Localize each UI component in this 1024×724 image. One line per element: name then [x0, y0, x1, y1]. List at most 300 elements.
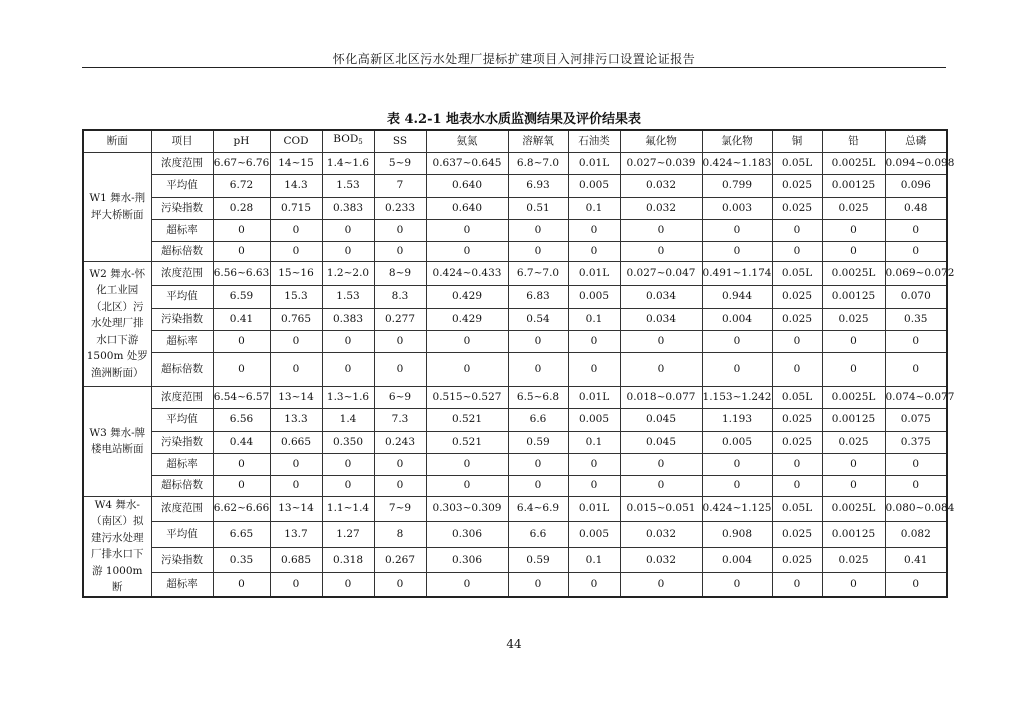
value-cell: 0 — [426, 352, 508, 386]
value-cell: 0.01L — [568, 386, 620, 408]
value-cell: 0.515~0.527 — [426, 386, 508, 408]
value-cell: 0 — [270, 475, 322, 496]
value-cell: 0 — [885, 453, 947, 475]
value-cell: 0.005 — [568, 522, 620, 548]
column-header — [508, 130, 568, 152]
value-cell: 1.153~1.242 — [702, 386, 772, 408]
column-header — [83, 130, 151, 152]
table-row — [83, 496, 947, 522]
value-cell: 7~9 — [374, 496, 426, 522]
value-cell: 0 — [426, 241, 508, 261]
column-header-label: 溶解氧 — [522, 134, 554, 147]
value-cell: 0.765 — [270, 308, 322, 330]
value-cell: 6.72 — [213, 174, 270, 197]
value-cell: 0 — [702, 475, 772, 496]
value-cell: 0 — [702, 241, 772, 261]
value-cell: 0.005 — [568, 408, 620, 431]
value-cell: 0.0025L — [822, 152, 885, 174]
value-cell: 8 — [374, 522, 426, 548]
value-cell: 0.521 — [426, 408, 508, 431]
value-cell: 0 — [568, 219, 620, 241]
value-cell: 0 — [213, 330, 270, 352]
table-row — [83, 386, 947, 408]
value-cell: 0.082 — [885, 522, 947, 548]
value-cell: 0 — [374, 573, 426, 597]
value-cell: 0.429 — [426, 285, 508, 308]
value-cell: 6.56 — [213, 408, 270, 431]
value-cell: 0.05L — [772, 152, 822, 174]
column-header-label: pH — [233, 134, 250, 147]
value-cell: 0.375 — [885, 431, 947, 453]
item-cell: 超标倍数 — [151, 475, 213, 496]
table-row — [83, 431, 947, 453]
value-cell: 0.025 — [772, 522, 822, 548]
value-cell: 0 — [322, 475, 374, 496]
table-row — [83, 522, 947, 548]
value-cell: 0.0025L — [822, 386, 885, 408]
value-cell: 0 — [885, 352, 947, 386]
value-cell: 0.005 — [568, 285, 620, 308]
value-cell: 0.025 — [772, 285, 822, 308]
table-row — [83, 261, 947, 285]
value-cell: 0.41 — [885, 548, 947, 573]
value-cell: 0 — [508, 219, 568, 241]
value-cell: 0 — [885, 219, 947, 241]
value-cell: 0 — [508, 573, 568, 597]
value-cell: 6.54~6.57 — [213, 386, 270, 408]
column-header — [568, 130, 620, 152]
value-cell: 0.233 — [374, 197, 426, 219]
value-cell: 0 — [702, 352, 772, 386]
value-cell: 0.1 — [568, 548, 620, 573]
value-cell: 0 — [322, 352, 374, 386]
item-cell: 超标率 — [151, 453, 213, 475]
value-cell: 0 — [213, 352, 270, 386]
value-cell: 0.032 — [620, 548, 702, 573]
value-cell: 0.003 — [702, 197, 772, 219]
value-cell: 0 — [213, 475, 270, 496]
value-cell: 0.05L — [772, 261, 822, 285]
value-cell: 0.799 — [702, 174, 772, 197]
value-cell: 7 — [374, 174, 426, 197]
value-cell: 1.3~1.6 — [322, 386, 374, 408]
value-cell: 0.01L — [568, 152, 620, 174]
value-cell: 0.306 — [426, 522, 508, 548]
column-header-label: 断面 — [106, 134, 128, 147]
value-cell: 0 — [772, 573, 822, 597]
value-cell: 0 — [822, 241, 885, 261]
value-cell: 0 — [702, 573, 772, 597]
item-cell: 超标倍数 — [151, 241, 213, 261]
value-cell: 0.00125 — [822, 522, 885, 548]
value-cell: 0.004 — [702, 308, 772, 330]
value-cell: 0 — [620, 330, 702, 352]
table-row — [83, 174, 947, 197]
value-cell: 0 — [426, 453, 508, 475]
value-cell: 0 — [270, 219, 322, 241]
item-cell: 平均值 — [151, 285, 213, 308]
header-row — [83, 130, 947, 152]
value-cell: 0 — [508, 453, 568, 475]
table-row — [83, 285, 947, 308]
value-cell: 0.004 — [702, 548, 772, 573]
value-cell: 0 — [270, 352, 322, 386]
value-cell: 0 — [374, 241, 426, 261]
item-cell: 平均值 — [151, 174, 213, 197]
column-header — [213, 130, 270, 152]
value-cell: 0.715 — [270, 197, 322, 219]
value-cell: 0 — [374, 330, 426, 352]
value-cell: 0.025 — [772, 174, 822, 197]
value-cell: 1.1~1.4 — [322, 496, 374, 522]
value-cell: 0.1 — [568, 197, 620, 219]
value-cell: 0.025 — [772, 431, 822, 453]
value-cell: 0 — [822, 352, 885, 386]
value-cell: 0.41 — [213, 308, 270, 330]
table-row — [83, 453, 947, 475]
value-cell: 14.3 — [270, 174, 322, 197]
value-cell: 0.59 — [508, 548, 568, 573]
column-header — [426, 130, 508, 152]
value-cell: 13~14 — [270, 386, 322, 408]
value-cell: 0.318 — [322, 548, 374, 573]
value-cell: 0.1 — [568, 431, 620, 453]
column-header-label: 铜 — [791, 134, 803, 147]
value-cell: 0 — [620, 453, 702, 475]
value-cell: 0 — [426, 475, 508, 496]
table-head — [83, 130, 947, 152]
item-cell: 超标倍数 — [151, 352, 213, 386]
header-rule — [82, 67, 946, 68]
value-cell: 0 — [772, 219, 822, 241]
value-cell: 0.243 — [374, 431, 426, 453]
table-row — [83, 308, 947, 330]
value-cell: 6~9 — [374, 386, 426, 408]
column-header-label: 铅 — [848, 134, 859, 147]
value-cell: 0 — [508, 330, 568, 352]
value-cell: 0 — [822, 573, 885, 597]
column-header-label: 项目 — [171, 134, 193, 147]
value-cell: 6.8~7.0 — [508, 152, 568, 174]
column-header-label: SS — [392, 134, 408, 147]
value-cell: 0 — [374, 219, 426, 241]
value-cell: 0 — [322, 573, 374, 597]
value-cell: 0 — [822, 453, 885, 475]
value-cell: 0.01L — [568, 496, 620, 522]
value-cell: 0.429 — [426, 308, 508, 330]
value-cell: 0.54 — [508, 308, 568, 330]
table-body — [83, 152, 955, 597]
value-cell: 0.025 — [822, 308, 885, 330]
item-cell: 污染指数 — [151, 308, 213, 330]
value-cell: 0.05L — [772, 386, 822, 408]
value-cell: 13~14 — [270, 496, 322, 522]
item-cell: 平均值 — [151, 408, 213, 431]
column-header-label: BOD — [333, 133, 359, 146]
value-cell: 0 — [568, 241, 620, 261]
table-row — [83, 152, 947, 174]
table-row — [83, 573, 947, 597]
value-cell: 0.070 — [885, 285, 947, 308]
value-cell: 0.025 — [822, 548, 885, 573]
value-cell: 0 — [568, 453, 620, 475]
value-cell: 0.00125 — [822, 174, 885, 197]
value-cell: 0 — [885, 475, 947, 496]
value-cell: 0.35 — [885, 308, 947, 330]
value-cell: 0 — [620, 475, 702, 496]
value-cell: 0.424~1.183 — [702, 152, 772, 174]
site-cell: W3 舞水-牌楼电站断面 — [83, 386, 151, 496]
table-row — [83, 219, 947, 241]
column-header-label: COD — [283, 134, 309, 147]
value-cell: 1.2~2.0 — [322, 261, 374, 285]
value-cell: 0.027~0.047 — [620, 261, 702, 285]
value-cell: 0.424~0.433 — [426, 261, 508, 285]
value-cell: 0 — [322, 241, 374, 261]
value-cell: 6.4~6.9 — [508, 496, 568, 522]
value-cell: 0.944 — [702, 285, 772, 308]
value-cell: 0.032 — [620, 522, 702, 548]
value-cell: 0.025 — [822, 431, 885, 453]
value-cell: 0 — [213, 453, 270, 475]
item-cell: 超标率 — [151, 573, 213, 597]
value-cell: 0.28 — [213, 197, 270, 219]
value-cell: 0.637~0.645 — [426, 152, 508, 174]
item-cell: 浓度范围 — [151, 261, 213, 285]
site-cell: W4 舞水-（南区）拟建污水处理厂排水口下游 1000m 断 — [83, 496, 151, 597]
value-cell: 0 — [270, 330, 322, 352]
value-cell: 6.6 — [508, 522, 568, 548]
value-cell: 0 — [620, 352, 702, 386]
column-header — [885, 130, 947, 152]
value-cell: 13.3 — [270, 408, 322, 431]
value-cell: 0.640 — [426, 174, 508, 197]
value-cell: 6.65 — [213, 522, 270, 548]
value-cell: 0.074~0.077 — [885, 386, 947, 408]
value-cell: 0 — [426, 573, 508, 597]
value-cell: 0.027~0.039 — [620, 152, 702, 174]
value-cell: 8.3 — [374, 285, 426, 308]
value-cell: 0 — [772, 475, 822, 496]
value-cell: 0.51 — [508, 197, 568, 219]
value-cell: 0 — [702, 219, 772, 241]
value-cell: 0 — [508, 352, 568, 386]
value-cell: 0.640 — [426, 197, 508, 219]
value-cell: 0 — [620, 241, 702, 261]
value-cell: 1.27 — [322, 522, 374, 548]
value-cell: 0.59 — [508, 431, 568, 453]
value-cell: 8~9 — [374, 261, 426, 285]
value-cell: 0 — [772, 352, 822, 386]
value-cell: 0.025 — [772, 548, 822, 573]
value-cell: 6.67~6.76 — [213, 152, 270, 174]
value-cell: 0.032 — [620, 197, 702, 219]
value-cell: 6.93 — [508, 174, 568, 197]
column-header — [822, 130, 885, 152]
value-cell: 0.35 — [213, 548, 270, 573]
column-header — [620, 130, 702, 152]
value-cell: 1.4~1.6 — [322, 152, 374, 174]
table-row — [83, 408, 947, 431]
value-cell: 15~16 — [270, 261, 322, 285]
value-cell: 6.59 — [213, 285, 270, 308]
column-header — [374, 130, 426, 152]
value-cell: 1.53 — [322, 174, 374, 197]
value-cell: 0 — [322, 219, 374, 241]
column-header-label: 总磷 — [905, 134, 927, 147]
value-cell: 15.3 — [270, 285, 322, 308]
value-cell: 6.7~7.0 — [508, 261, 568, 285]
value-cell: 0 — [508, 241, 568, 261]
value-cell: 0.424~1.125 — [702, 496, 772, 522]
value-cell: 1.193 — [702, 408, 772, 431]
value-cell: 0.075 — [885, 408, 947, 431]
value-cell: 0 — [568, 573, 620, 597]
table-row — [83, 475, 947, 496]
value-cell: 0.908 — [702, 522, 772, 548]
value-cell: 0 — [772, 241, 822, 261]
value-cell: 6.56~6.63 — [213, 261, 270, 285]
value-cell: 0 — [426, 330, 508, 352]
value-cell: 0 — [620, 573, 702, 597]
value-cell: 0 — [568, 475, 620, 496]
value-cell: 0 — [568, 330, 620, 352]
value-cell: 0.00125 — [822, 285, 885, 308]
value-cell: 0 — [822, 330, 885, 352]
table-row — [83, 330, 947, 352]
column-header — [322, 130, 374, 152]
value-cell: 5~9 — [374, 152, 426, 174]
value-cell: 0 — [885, 241, 947, 261]
value-cell: 0 — [702, 453, 772, 475]
page-header: 怀化高新区北区污水处理厂提标扩建项目入河排污口设置论证报告 — [332, 52, 696, 66]
value-cell: 0 — [213, 241, 270, 261]
value-cell: 0 — [213, 573, 270, 597]
column-header-label: 石油类 — [578, 134, 610, 147]
value-cell: 0 — [322, 453, 374, 475]
value-cell: 0.025 — [772, 308, 822, 330]
table-title: 表 4.2-1 地表水水质监测结果及评价结果表 — [386, 112, 642, 127]
table-row — [83, 548, 947, 573]
bod-subscript: 5 — [358, 138, 363, 147]
value-cell: 0 — [213, 219, 270, 241]
item-cell: 超标率 — [151, 219, 213, 241]
item-cell: 平均值 — [151, 522, 213, 548]
value-cell: 0.491~1.174 — [702, 261, 772, 285]
site-cell: W1 舞水-荆坪大桥断面 — [83, 152, 151, 261]
value-cell: 0.025 — [822, 197, 885, 219]
value-cell: 14~15 — [270, 152, 322, 174]
value-cell: 0 — [885, 573, 947, 597]
value-cell: 0.521 — [426, 431, 508, 453]
value-cell: 0.069~0.072 — [885, 261, 947, 285]
value-cell: 0.383 — [322, 197, 374, 219]
item-cell: 浓度范围 — [151, 386, 213, 408]
value-cell: 0 — [270, 241, 322, 261]
value-cell: 1.4 — [322, 408, 374, 431]
value-cell: 6.6 — [508, 408, 568, 431]
item-cell: 超标率 — [151, 330, 213, 352]
value-cell: 7.3 — [374, 408, 426, 431]
value-cell: 0.0025L — [822, 261, 885, 285]
value-cell: 0.0025L — [822, 496, 885, 522]
value-cell: 0.005 — [702, 431, 772, 453]
value-cell: 0.306 — [426, 548, 508, 573]
column-header-label: 氨氮 — [456, 134, 478, 147]
column-header-label: 氯化物 — [721, 134, 753, 147]
value-cell: 0.015~0.051 — [620, 496, 702, 522]
value-cell: 6.83 — [508, 285, 568, 308]
value-cell: 0.034 — [620, 308, 702, 330]
value-cell: 0.383 — [322, 308, 374, 330]
value-cell: 0.665 — [270, 431, 322, 453]
table-row — [83, 197, 947, 219]
page-number: 44 — [506, 637, 522, 651]
item-cell: 污染指数 — [151, 431, 213, 453]
value-cell: 0.045 — [620, 431, 702, 453]
value-cell: 0.277 — [374, 308, 426, 330]
value-cell: 0 — [270, 453, 322, 475]
item-cell: 浓度范围 — [151, 152, 213, 174]
value-cell: 0.034 — [620, 285, 702, 308]
value-cell: 0 — [772, 330, 822, 352]
value-cell: 0 — [374, 453, 426, 475]
value-cell: 0.032 — [620, 174, 702, 197]
value-cell: 6.5~6.8 — [508, 386, 568, 408]
value-cell: 0.1 — [568, 308, 620, 330]
value-cell: 0.01L — [568, 261, 620, 285]
value-cell: 0.350 — [322, 431, 374, 453]
value-cell: 0 — [374, 352, 426, 386]
value-cell: 0 — [568, 352, 620, 386]
value-cell: 0.05L — [772, 496, 822, 522]
value-cell: 1.53 — [322, 285, 374, 308]
table-row — [83, 241, 947, 261]
value-cell: 0.025 — [772, 197, 822, 219]
column-header — [772, 130, 822, 152]
value-cell: 0.44 — [213, 431, 270, 453]
value-cell: 0.267 — [374, 548, 426, 573]
value-cell: 0.025 — [772, 408, 822, 431]
value-cell: 0.018~0.077 — [620, 386, 702, 408]
value-cell: 0.005 — [568, 174, 620, 197]
value-cell: 0 — [620, 219, 702, 241]
column-header — [151, 130, 213, 152]
value-cell: 6.62~6.66 — [213, 496, 270, 522]
column-header-label: 氟化物 — [645, 134, 677, 147]
column-header — [702, 130, 772, 152]
value-cell: 0.685 — [270, 548, 322, 573]
value-cell: 0 — [426, 219, 508, 241]
value-cell: 0.080~0.084 — [885, 496, 947, 522]
item-cell: 污染指数 — [151, 548, 213, 573]
value-cell: 0.303~0.309 — [426, 496, 508, 522]
value-cell: 0 — [885, 330, 947, 352]
table-row — [83, 352, 947, 386]
value-cell: 0 — [270, 573, 322, 597]
value-cell: 0 — [772, 453, 822, 475]
value-cell: 0 — [822, 219, 885, 241]
item-cell: 浓度范围 — [151, 496, 213, 522]
value-cell: 0 — [322, 330, 374, 352]
column-header — [270, 130, 322, 152]
item-cell: 污染指数 — [151, 197, 213, 219]
value-cell: 0 — [508, 475, 568, 496]
site-cell: W2 舞水-怀化工业园（北区）污水处理厂排水口下游 1500m 处罗渔洲断面） — [83, 261, 151, 386]
value-cell: 0.00125 — [822, 408, 885, 431]
value-cell: 0.045 — [620, 408, 702, 431]
value-cell: 0.48 — [885, 197, 947, 219]
